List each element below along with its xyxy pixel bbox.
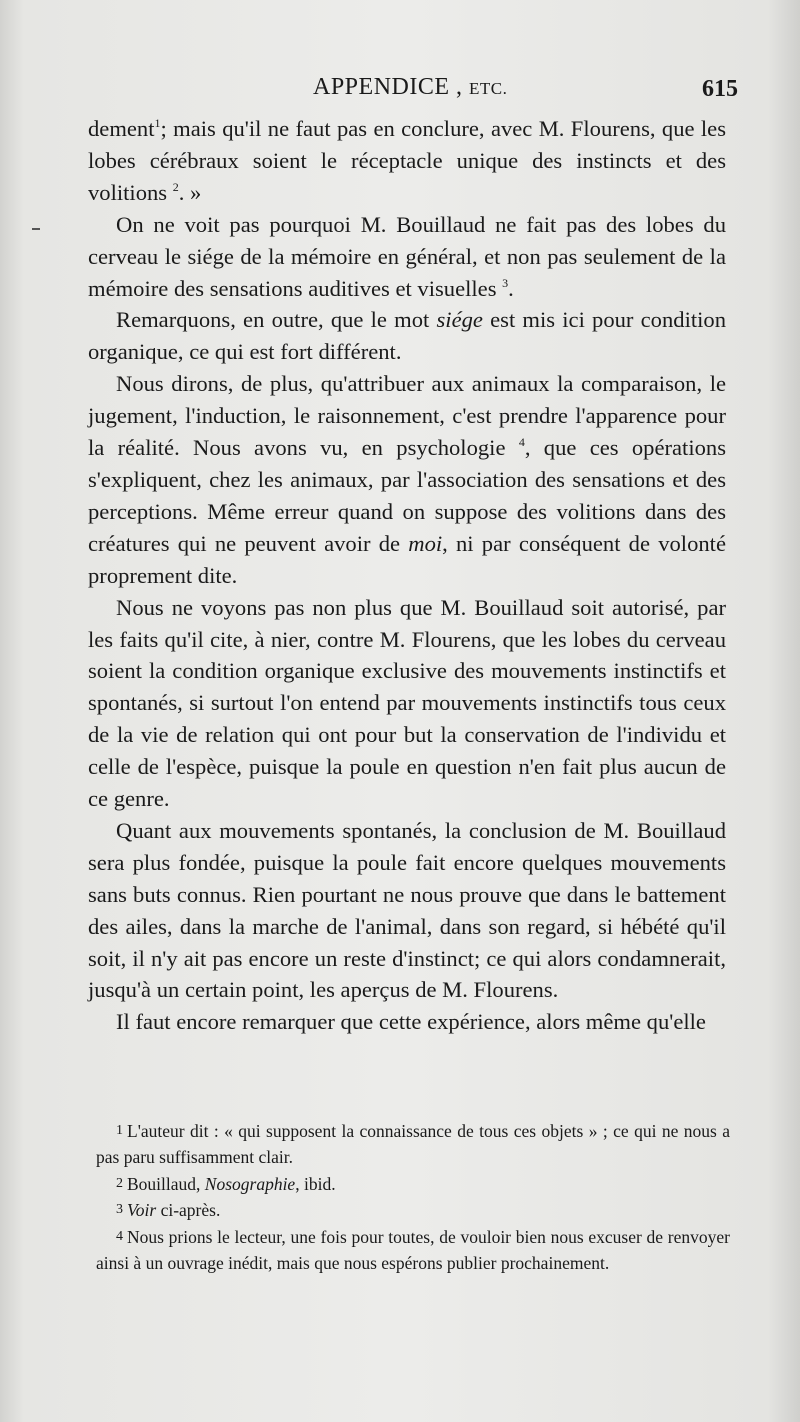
scan-mark bbox=[32, 228, 40, 230]
paragraph-text: , ni par conséquent de volonté proprement dite. bbox=[88, 530, 726, 588]
page-number: 615 bbox=[702, 76, 738, 102]
footnote-2 bbox=[96, 1171, 730, 1198]
paragraph-text: ; mais qu'il ne faut pas en conclure, avec M. Flourens, que les lobes cérébraux soient le réceptacle unique des instincts et des volitions bbox=[88, 116, 726, 205]
paragraph-text: . » bbox=[178, 179, 202, 205]
paragraph-5: Nous ne voyons pas non plus que M. Bouillaud soit autorisé, par les faits qu'il cite, à nier, contre M. Flourens, que les lobes du cerveau soient la condition organique exclusive des mouvements instinctifs et spontanés, si surtout l'on entend par mouvements instinctifs tous ceux de la vie de relation qui ont pour but la conservation de l'individu et celle de l'espèce, puisque la poule en question n'en fait plus aucun de ce genre. bbox=[88, 594, 726, 812]
paragraph-text: , que ces opérations s'expliquent, chez les animaux, par l'association des sensations et des perceptions. Même erreur quand on suppose des volitions dans des créatures qui ne peuvent avoir de bbox=[88, 435, 727, 556]
footnote-ref: 4 bbox=[518, 435, 525, 450]
footnote-ref: 1 bbox=[154, 116, 161, 130]
paragraph-1 bbox=[88, 113, 726, 209]
paragraph-2 bbox=[88, 209, 726, 305]
emphasis: moi bbox=[408, 530, 443, 556]
paragraph-text: Remarquons, en outre, que le mot bbox=[116, 307, 437, 333]
footnote-number: 2 bbox=[116, 1175, 123, 1191]
footnote-3 bbox=[96, 1197, 730, 1224]
emphasis: siége bbox=[436, 307, 483, 333]
footnote-ref: 2 bbox=[172, 179, 179, 194]
footnote-number: 3 bbox=[116, 1202, 123, 1218]
page-header bbox=[88, 74, 738, 114]
paragraph-text: . bbox=[508, 275, 514, 301]
footnote-1 bbox=[96, 1118, 730, 1171]
footnote-number: 4 bbox=[116, 1229, 123, 1245]
footnote-text: Nous prions le lecteur, une fois pour toutes, de vouloir bien nous excuser de renvoyer ainsi à un ouvrage inédit, mais que nous espérons publier prochainement. bbox=[96, 1227, 730, 1273]
paragraph-4 bbox=[88, 368, 726, 591]
footnote-number: 1 bbox=[116, 1123, 123, 1138]
running-title-small: ETC. bbox=[469, 79, 508, 98]
footnote-text: ci-après. bbox=[156, 1200, 221, 1221]
emphasis: Voir bbox=[127, 1200, 157, 1221]
main-text bbox=[88, 113, 726, 1038]
paragraph-text: est mis ici pour condition organique, ce qui est fort différent. bbox=[88, 307, 726, 365]
paragraph-text: On ne voit pas pourquoi M. Bouillaud ne fait pas des lobes du cerveau le siége de la mémoire en général, et non pas seulement de la mémoire des sensations auditives et visuelles bbox=[88, 211, 726, 301]
paragraph-3 bbox=[88, 304, 726, 368]
footnote-text: L'auteur dit : « qui supposent la connaissance de tous ces objets » ; ce qui ne nous a pas paru suffisamment clair. bbox=[96, 1121, 730, 1167]
paragraph-6: Quant aux mouvements spontanés, la conclusion de M. Bouillaud sera plus fondée, puisque la poule fait encore quelques mouvements sans buts connus. Rien pourtant ne nous prouve que dans le battement des ailes, dans la marche de l'animal, dans son regard, si hébété qu'il soit, il n'y ait pas encore un reste d'instinct; ce qui alors condamnerait, jusqu'à un certain point, les aperçus de M. Flourens. bbox=[88, 817, 726, 1003]
paragraph-text: Nous dirons, de plus, qu'attribuer aux animaux la comparaison, le jugement, l'induction, le raisonnement, c'est prendre l'apparence pour la réalité. Nous avons vu, en psychologie bbox=[88, 371, 726, 461]
footnote-text: , ibid. bbox=[295, 1173, 336, 1194]
running-title bbox=[313, 74, 507, 101]
emphasis: Nosographie bbox=[204, 1173, 296, 1194]
footnote-4 bbox=[96, 1224, 730, 1277]
footnote-ref: 3 bbox=[502, 275, 509, 290]
paragraph-text: dement bbox=[88, 116, 155, 141]
footnotes bbox=[96, 1118, 730, 1277]
paragraph-7: Il faut encore remarquer que cette expérience, alors même qu'elle bbox=[116, 1009, 706, 1035]
footnote-text: Bouillaud, bbox=[127, 1173, 205, 1194]
running-title-main: APPENDICE , bbox=[313, 74, 463, 100]
